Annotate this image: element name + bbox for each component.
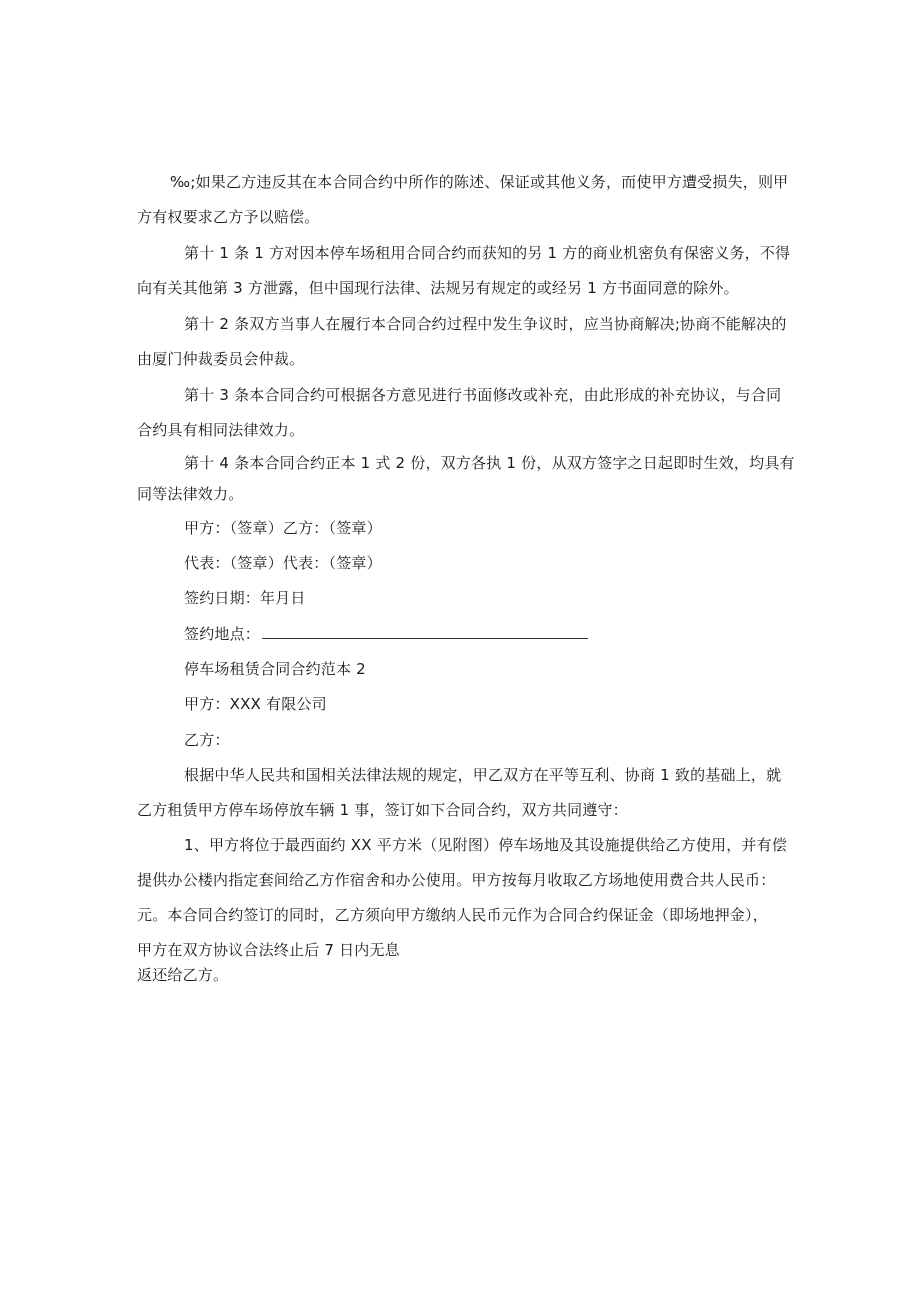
article-11-line-1: 第十 1 条 1 方对因本停车场租用合同合约而获知的另 1 方的商业机密负有保密义务，不得 [184,244,791,262]
signature-place-label: 签约地点： [184,625,261,643]
article-12-line-2: 由厦门仲裁委员会仲裁。 [137,350,305,368]
para-1-line-1: ‰;如果乙方违反其在本合同合约中所作的陈述、保证或其他义务，而使甲方遭受损失，则甲 [170,173,789,191]
clause-1-line-1: 1、甲方将位于最西面约 XX 平方米（见附图）停车场地及其设施提供给乙方使用，并有偿 [184,836,788,854]
signature-representatives: 代表：（签章）代表：（签章） [184,554,382,572]
clause-1-line-3: 元。本合同合约签订的同时，乙方须向甲方缴纳人民币元作为合同合约保证金（即场地押金）， [137,906,768,924]
article-13-line-2: 合约具有相同法律效力。 [137,421,305,439]
clause-1-line-4: 甲方在双方协议合法终止后 7 日内无息 [137,941,400,959]
signature-place-blank [262,624,588,639]
article-12-line-1: 第十 2 条双方当事人在履行本合同合约过程中发生争议时，应当协商解决;协商不能解决的 [184,315,787,333]
second-party-b: 乙方： [184,731,230,749]
signature-parties: 甲方：（签章）乙方：（签章） [184,519,382,537]
article-11-line-2: 向有关其他第 3 方泄露，但中国现行法律、法规另有规定的或经另 1 方书面同意的除外。 [137,279,739,297]
preamble-line-2: 乙方租赁甲方停车场停放车辆 1 事，签订如下合同合约，双方共同遵守： [137,801,628,819]
clause-1-line-5: 返还给乙方。 [137,966,229,984]
article-14-line-2: 同等法律效力。 [137,485,244,503]
clause-1-line-2: 提供办公楼内指定套间给乙方作宿舍和办公使用。甲方按每月收取乙方场地使用费合共人民币： [137,871,776,889]
preamble-line-1: 根据中华人民共和国相关法律法规的规定，甲乙双方在平等互利、协商 1 致的基础上，就 [184,766,782,784]
article-14-line-1: 第十 4 条本合同合约正本 1 式 2 份，双方各执 1 份，从双方签字之日起即时生效，均具有 [184,454,795,472]
signature-date: 签约日期：年月日 [184,589,306,607]
second-party-a: 甲方：XXX 有限公司 [184,695,327,713]
article-13-line-1: 第十 3 条本合同合约可根据各方意见进行书面修改或补充，由此形成的补充协议，与合同 [184,386,782,404]
second-contract-title: 停车场租赁合同合约范本 2 [184,660,366,678]
signature-place [184,624,588,644]
para-1-line-2: 方有权要求乙方予以赔偿。 [137,208,320,226]
